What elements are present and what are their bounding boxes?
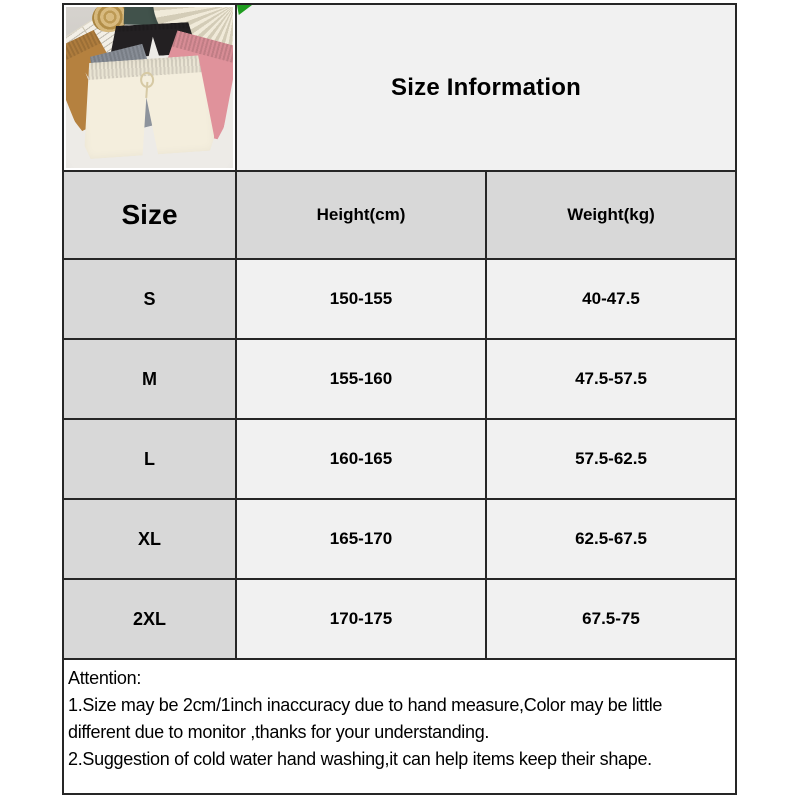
weight-cell: 67.5-75 xyxy=(487,580,735,660)
height-cell: 160-165 xyxy=(237,420,487,500)
attention-note xyxy=(64,660,735,793)
drawstring-cord xyxy=(145,82,148,98)
green-corner-accent xyxy=(237,5,252,15)
attention-line: 1.Size may be 2cm/1inch inaccuracy due to hand measure,Color may be little xyxy=(68,695,663,715)
height-cell: 150-155 xyxy=(237,260,487,340)
table-row xyxy=(64,580,735,660)
size-cell: XL xyxy=(64,500,237,580)
column-header-weight: Weight(kg) xyxy=(487,172,735,260)
product-photo xyxy=(64,5,237,172)
size-cell: S xyxy=(64,260,237,340)
attention-heading: Attention: xyxy=(68,668,142,688)
column-header-height: Height(cm) xyxy=(237,172,487,260)
table-row xyxy=(64,260,735,340)
table-row xyxy=(64,500,735,580)
photo-scene xyxy=(66,7,233,168)
attention-line: different due to monitor ,thanks for your understanding. xyxy=(68,722,490,742)
size-cell: 2XL xyxy=(64,580,237,660)
weight-cell: 47.5-57.5 xyxy=(487,340,735,420)
title-panel xyxy=(237,5,735,172)
table-row xyxy=(64,420,735,500)
height-cell: 155-160 xyxy=(237,340,487,420)
height-cell: 165-170 xyxy=(237,500,487,580)
size-chart-sheet xyxy=(62,3,737,795)
column-header-size: Size xyxy=(64,172,237,260)
weight-cell: 62.5-67.5 xyxy=(487,500,735,580)
page-title: Size Information xyxy=(391,73,581,101)
top-row xyxy=(64,5,735,172)
height-cell: 170-175 xyxy=(237,580,487,660)
weight-cell: 40-47.5 xyxy=(487,260,735,340)
size-cell: M xyxy=(64,340,237,420)
table-row xyxy=(64,340,735,420)
table-header-row xyxy=(64,172,735,260)
weight-cell: 57.5-62.5 xyxy=(487,420,735,500)
attention-line: 2.Suggestion of cold water hand washing,it can help items keep their shape. xyxy=(68,749,652,769)
size-cell: L xyxy=(64,420,237,500)
